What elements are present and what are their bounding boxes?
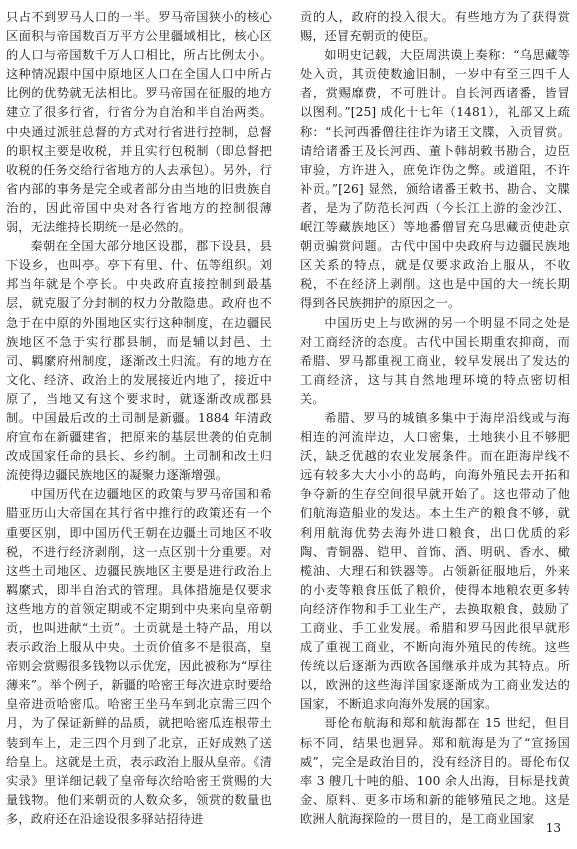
paragraph: 中国历代在边疆地区的政策与罗马帝国和希腊亚历山大帝国在其行省中推行的政策还有一个重要区别，即中国历代王朝在边疆土司地区不收税，不进行经济剥削，这一点区别十分重要。对这些土司地区、边疆民族地区主要是进行政治上羁縻式，即半自治式的管理。具体措施是仅要求这些地方的首领定期或不定期到中央来向皇帝朝贡，也叫进献“土贡”。土贡就是土特产品，用以表示政治上服从中央。土贡价值多不是很高，皇帝则会赏赐很多钱物以示优宠，因此被称为“厚往薄来”。举个例子，新疆的哈密王每次进京时要给皇帝进贡哈密瓜。哈密王坐马车到北京需三四个月，为了保证新鲜的品质，就把哈密瓜连根带土装到车上，走三四个月到了北京，正好成熟了送给皇上。这就是土贡，表示政治上服从皇帝。《清实录》里详细记载了皇帝每次给哈密王赏赐的大量钱物。他们来朝贡的人数众多，领赏的数量也多，政府还在沿途设很多驿站招待进 <box>6 487 272 826</box>
paragraph: 只占不到罗马人口的一半。罗马帝国狭小的核心区面积与帝国数百万平方公里疆域相比，核心区的人口与帝国数千万人口相比，所占比例太小。这种情况跟中国中原地区人口在全国人口中所占比例的优势就无法相比。罗马帝国在征服的地方建立了很多行省，行省分为自治和半自治两类。中央通过派驻总督的方式对行省进行控制，总督的职权主要是收税，并且实行包税制（即总督把收税的任务交给行省地方的人去承包）。另外，行省内部的事务是完全或者部分由当地的旧贵族自治的，因此帝国中央对各行省地方的控制很薄弱，无法维持长期统一是必然的。 <box>6 10 272 235</box>
paragraph: 哥伦布航海和郑和航海都在 15 世纪，但目标不同，结果也迥异。郑和航海是为了“宣扬国威”，完全是政治目的，没有经济目的。哥伦布仅率 3 艘几十吨的船、100 余人出海，目标是找黄金、原料、更多市场和新的能够殖民之地。这是欧洲人航海探险的一贯目的，是工商业国家 <box>300 716 570 826</box>
right-text-column <box>300 8 570 829</box>
paragraph: 希腊、罗马的城镇多集中于海岸沿线或与海相连的河流岸边，人口密集，土地狭小且不够肥沃，缺乏优越的农业发展条件。而在距海岸线不远有较多大大小小的岛屿，向海外殖民去开拓和争夺新的生存空间很早就开始了。这也带动了他们航海造船业的发达。本土生产的粮食不够，就利用航海优势去海外进口粮食，出口优质的彩陶、青铜器、铠甲、首饰、酒、明矾、香水、橄榄油、大理石和铁器等。占领新征服地后，外来的小麦等粮食压低了粮价，使得本地粮农更多转向经济作物和手工业生产，去换取粮食，鼓励了工商业、手工业发展。希腊和罗马因此很早就形成了重视工商业，不断向海外殖民的传统。这些传统以后逐渐为西欧各国继承并成为其特点。所以，欧洲的这些海洋国家逐渐成为工商业发达的国家，不断追求向海外发展的国家。 <box>300 410 570 712</box>
left-text-column <box>6 8 272 829</box>
paragraph: 如明史记载，大臣周洪谟上奏称：“乌思藏等处入贡，其贡使数逾旧制，一岁中有至三四千人者，赏赐靡费，不可胜计。自长河西诸番，皆冒以图利。”[25] 成化十七年（1481），礼部又上疏称：“长河西番僧往往诈为诸王文牒，入贡冒赏。请给诸番王及长河西、董卜韩胡敕书勘合，边臣审验，方许进入，庶免诈伪之弊。或道阻，不许补贡。”[26] 显然，颁给诸番王敕书、勘合、文牒者，是为了防范长河西（今长江上游的金沙江、岷江等藏族地区）等地番僧冒充乌思藏贡使赴京朝贡骗赏问题。古代中国中央政府与边疆民族地区关系的特点，就是仅要求政治上服从，不收税，不在经济上剥削。这也是中国的大一统长期得到各民族拥护的原因之一。 <box>300 48 570 311</box>
paragraph: 贡的人，政府的投入很大。有些地方为了获得赏赐，还冒充朝贡的使臣。 <box>300 10 570 44</box>
paragraph: 中国历史上与欧洲的另一个明显不同之处是对工商经济的态度。古代中国长期重农抑商，而希腊、罗马都重视工商业，较早发展出了发达的工商经济，这与其自然地理环境的特点密切相关。 <box>300 315 570 406</box>
paragraph: 秦朝在全国大部分地区设郡，郡下设县，县下设乡，也叫亭。亭下有里、什、伍等组织。刘邦当年就是个亭长。中央政府直接控制到最基层，就克服了分封制的权力分散隐患。政府也不急于在中原的外围地区实行这种制度，在边疆民族地区不急于实行郡县制，而是辅以封邑、土司、羁縻府州制度，逐渐改土归流。有的地方在文化、经济、政治上的发展接近内地了，接近中原了，当地又有这个要求时，就逐渐改成郡县制。中国最后改的土司制是新疆。1884 年清政府宣布在新疆建省，把原来的基层世袭的伯克制改成国家任命的县长、乡约制。土司制和改土归流使得边疆民族地区的凝聚力逐渐增强。 <box>6 239 272 483</box>
page-number: 13 <box>545 821 561 835</box>
